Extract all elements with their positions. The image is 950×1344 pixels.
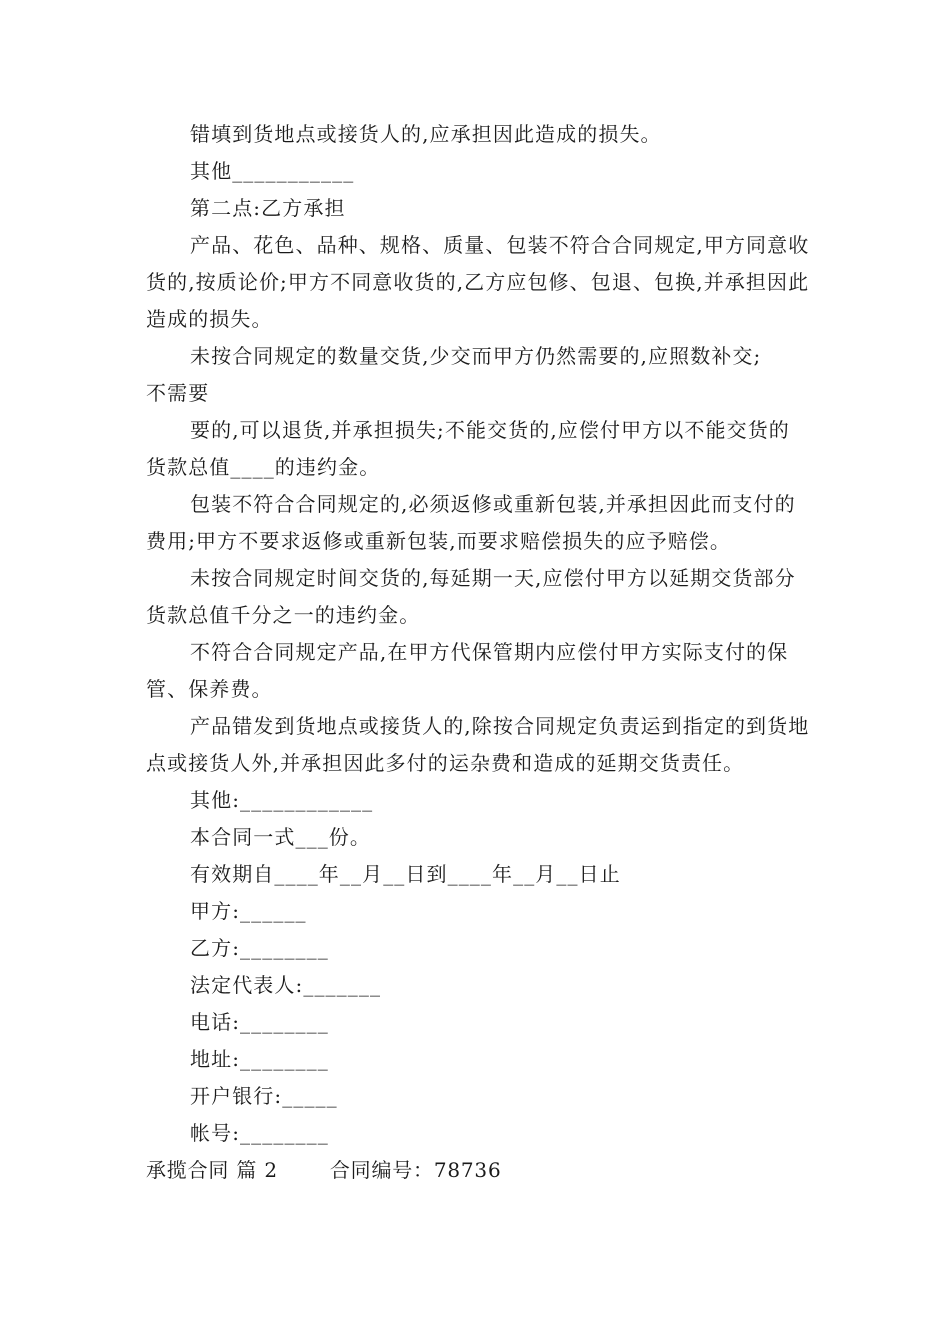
paragraph: 产品错发到货地点或接货人的,除按合同规定负责运到指定的到货地点或接货人外,并承担因此多付的运杂费和造成的延期交货责任。 bbox=[146, 714, 810, 775]
paragraph: 未按合同规定的数量交货,少交而甲方仍然需要的,应照数补交; bbox=[190, 344, 762, 368]
validity-period-field: 有效期自____年__月__日到____年__月__日止 bbox=[190, 862, 621, 886]
party-b-field: 乙方:________ bbox=[190, 936, 329, 960]
paragraph: 不符合合同规定产品,在甲方代保管期内应偿付甲方实际支付的保管、保养费。 bbox=[146, 640, 789, 701]
copies-field: 本合同一式___份。 bbox=[190, 825, 371, 849]
document-body bbox=[146, 116, 810, 1152]
paragraph: 产品、花色、品种、规格、质量、包装不符合合同规定,甲方同意收货的,按质论价;甲方不同意收货的,乙方应包修、包退、包换,并承担因此造成的损失。 bbox=[146, 233, 810, 331]
next-contract-title: 承揽合同 篇 2 bbox=[146, 1158, 278, 1182]
paragraph-other-field: 其他:____________ bbox=[190, 788, 374, 812]
party-a-field: 甲方:______ bbox=[190, 899, 307, 923]
paragraph-other-field: 其他___________ bbox=[190, 159, 355, 183]
phone-field: 电话:________ bbox=[190, 1010, 329, 1034]
paragraph: 未按合同规定时间交货的,每延期一天,应偿付甲方以延期交货部分货款总值千分之一的违约金。 bbox=[146, 566, 796, 627]
document-page bbox=[146, 116, 810, 1189]
address-field: 地址:________ bbox=[190, 1047, 329, 1071]
contract-number: 合同编号：78736 bbox=[329, 1158, 502, 1182]
account-number-field: 帐号:________ bbox=[190, 1121, 329, 1145]
bank-field: 开户银行:_____ bbox=[190, 1084, 338, 1108]
paragraph: 错填到货地点或接货人的,应承担因此造成的损失。 bbox=[190, 122, 662, 146]
next-contract-header bbox=[146, 1152, 810, 1189]
paragraph: 包装不符合合同规定的,必须返修或重新包装,并承担因此而支付的费用;甲方不要求返修或重新包装,而要求赔偿损失的应予赔偿。 bbox=[146, 492, 796, 553]
section-heading: 第二点:乙方承担 bbox=[190, 196, 346, 220]
legal-representative-field: 法定代表人:_______ bbox=[190, 973, 382, 997]
paragraph: 不需要 bbox=[146, 381, 210, 405]
paragraph: 要的,可以退货,并承担损失;不能交货的,应偿付甲方以不能交货的货款总值____的违约金。 bbox=[146, 418, 790, 479]
